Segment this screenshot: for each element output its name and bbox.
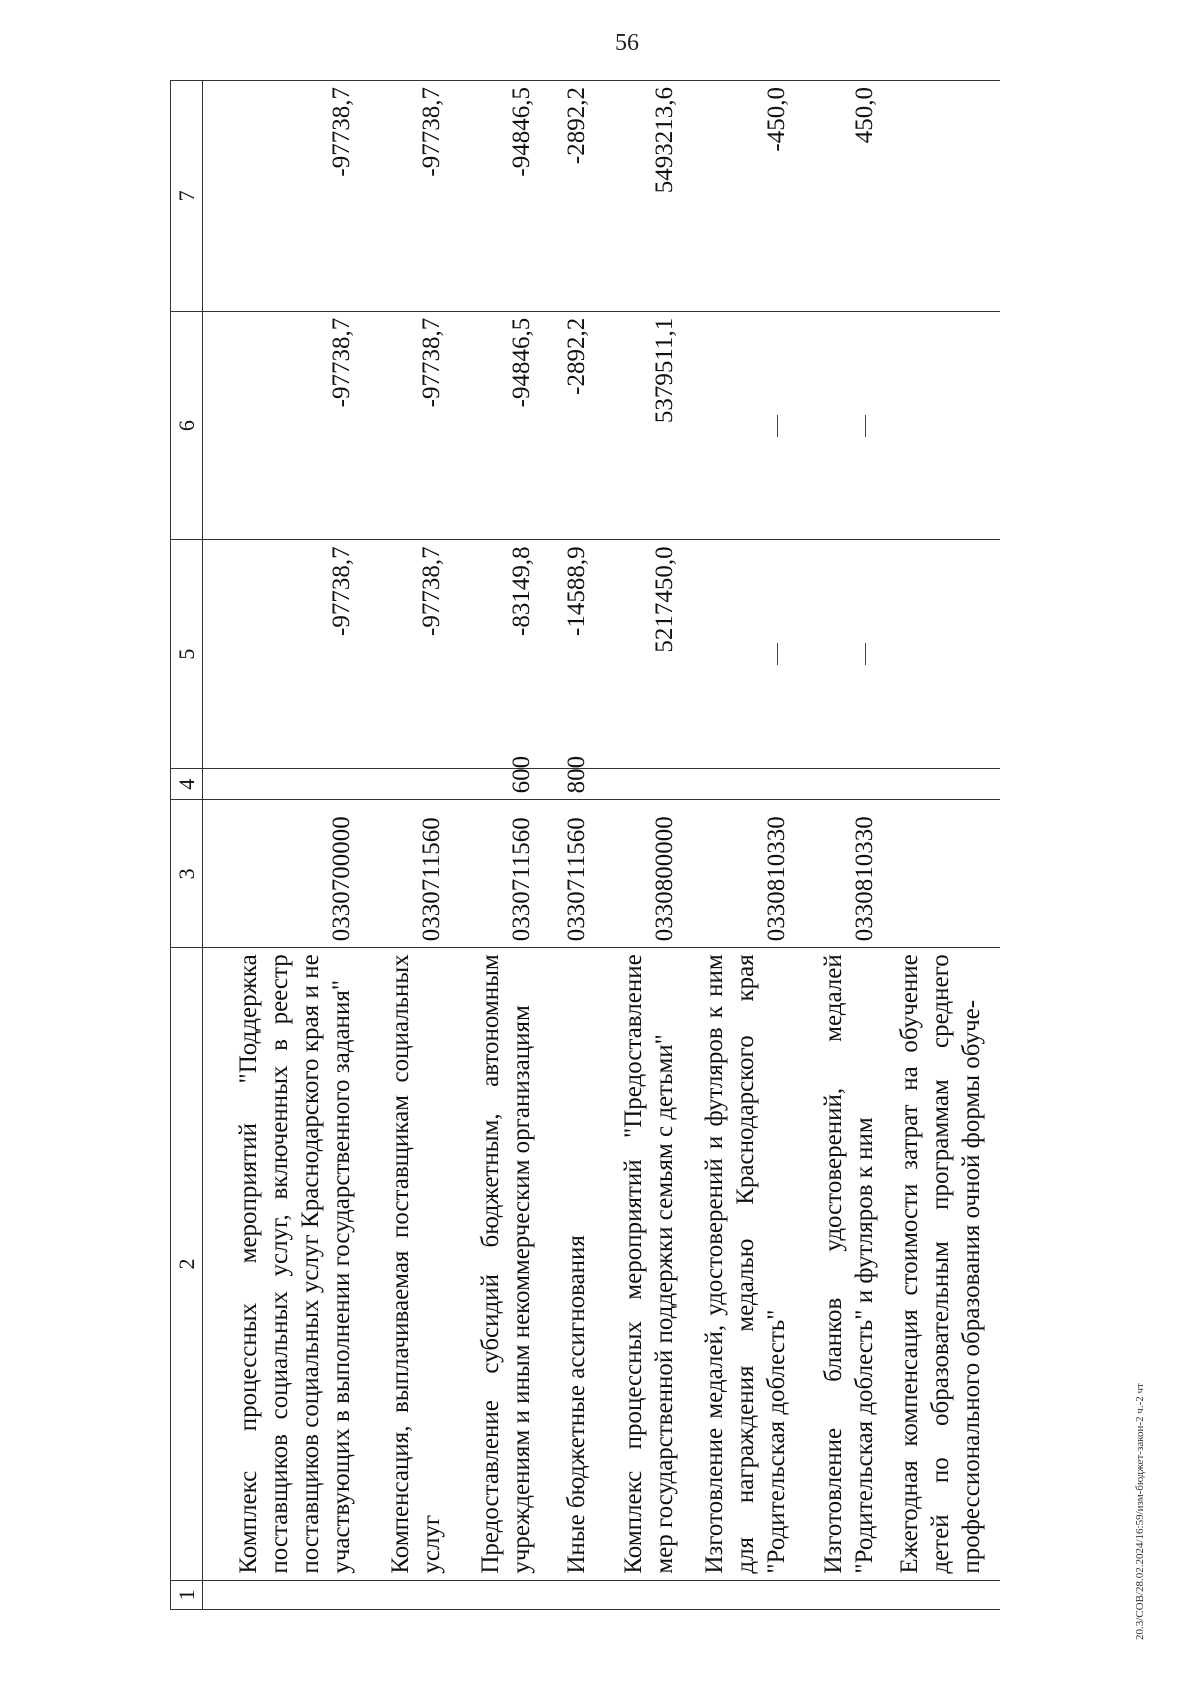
table-row: [680, 81, 792, 1610]
page-number: 56: [615, 30, 639, 56]
table-body: [203, 81, 1000, 1610]
row-cell-empty: [203, 1580, 357, 1609]
row-code: 0330700000: [203, 800, 357, 948]
row-value-6: -97738,7: [357, 311, 447, 540]
row-description: Комплекс процессных мероприятий "Предоставление мер государственной поддержки семьям с детьми": [592, 948, 680, 1580]
row-description: Изготовление бланков удостоверений, медалей "Родительская доблесть" и футляров к ним: [792, 948, 880, 1580]
row-group: [792, 768, 880, 799]
row-value-6-dash: [792, 311, 880, 540]
row-value-5: -83149,8: [447, 540, 537, 769]
row-group: [357, 768, 447, 799]
footer-document-code: 20.3/СОВ/28.02.2024/16:59/изм-бюджет-закон-2 ч.-2 чт: [1134, 1383, 1146, 1640]
row-cell-empty: [880, 311, 1000, 540]
table-row: [792, 81, 880, 1610]
row-value-6: -94846,5: [447, 311, 537, 540]
header-col-3: 3: [171, 800, 203, 948]
row-value-7: -94846,5: [447, 81, 537, 312]
row-code: 0330711560: [537, 800, 592, 948]
table-row: [357, 81, 447, 1610]
row-cell-empty: [447, 1580, 537, 1609]
row-cell-empty: [880, 768, 1000, 799]
header-col-4: 4: [171, 768, 203, 799]
row-value-7: -97738,7: [357, 81, 447, 312]
header-col-2: 2: [171, 948, 203, 1580]
row-description: Иные бюджетные ассигнования: [537, 948, 592, 1580]
header-col-5: 5: [171, 540, 203, 769]
row-group: [680, 768, 792, 799]
row-description: Компенсация, выплачиваемая поставщикам социальных услуг: [357, 948, 447, 1580]
row-cell-empty: [357, 1580, 447, 1609]
header-col-7: 7: [171, 81, 203, 312]
row-value-5-dash: [680, 540, 792, 769]
row-value-7: -97738,7: [203, 81, 357, 312]
row-cell-empty: [537, 1580, 592, 1609]
row-value-5: 5217450,0: [592, 540, 680, 769]
row-description: Предоставление субсидий бюджетным, автономным учреждениям и иным некоммерческим организациям: [447, 948, 537, 1580]
dash-mark: [865, 415, 866, 437]
row-value-6: 5379511,1: [592, 311, 680, 540]
row-value-5: -97738,7: [203, 540, 357, 769]
row-value-6: -97738,7: [203, 311, 357, 540]
header-col-6: 6: [171, 311, 203, 540]
row-group: [592, 768, 680, 799]
row-value-6-dash: [680, 311, 792, 540]
row-description: Ежегодная компенсация стоимости затрат на обучение детей по образовательным программам среднего профессионального образования очной формы обуче-: [880, 948, 1000, 1580]
row-cell-empty: [792, 1580, 880, 1609]
row-cell-empty: [880, 800, 1000, 948]
budget-table: [170, 80, 1000, 1610]
row-code: 0330810330: [792, 800, 880, 948]
row-value-7: -2892,2: [537, 81, 592, 312]
dash-mark: [865, 643, 866, 665]
row-code: 0330800000: [592, 800, 680, 948]
row-group: [203, 768, 357, 799]
row-group: 600: [447, 768, 537, 799]
row-cell-empty: [880, 540, 1000, 769]
row-cell-empty: [880, 1580, 1000, 1609]
row-code: 0330711560: [357, 800, 447, 948]
row-value-6: -2892,2: [537, 311, 592, 540]
header-col-1: 1: [171, 1580, 203, 1609]
row-value-7: 5493213,6: [592, 81, 680, 312]
row-code: 0330810330: [680, 800, 792, 948]
row-value-5: -97738,7: [357, 540, 447, 769]
budget-table-rotated: [170, 80, 985, 1610]
dash-mark: [777, 643, 778, 665]
table-header: [171, 81, 203, 1610]
row-cell-empty: [880, 81, 1000, 312]
table-row: [537, 81, 592, 1610]
row-description: Изготовление медалей, удостоверений и футляров к ним для награждения медалью Краснодарского края "Родительская доблесть": [680, 948, 792, 1580]
row-group: 800: [537, 768, 592, 799]
row-value-5: -14588,9: [537, 540, 592, 769]
row-cell-empty: [592, 1580, 680, 1609]
row-description: Комплекс процессных мероприятий "Поддержка поставщиков социальных услуг, включенных в реестр поставщиков социальных услуг Краснодарского края и не участвующих в выполнении государственного задания": [203, 948, 357, 1580]
row-value-5-dash: [792, 540, 880, 769]
table-row-cut: [880, 81, 1000, 1610]
row-value-7: 450,0: [792, 81, 880, 312]
table-row: [203, 81, 357, 1610]
dash-mark: [777, 415, 778, 437]
table-row: [592, 81, 680, 1610]
row-cell-empty: [680, 1580, 792, 1609]
row-code: 0330711560: [447, 800, 537, 948]
row-value-7: -450,0: [680, 81, 792, 312]
table-row: [447, 81, 537, 1610]
